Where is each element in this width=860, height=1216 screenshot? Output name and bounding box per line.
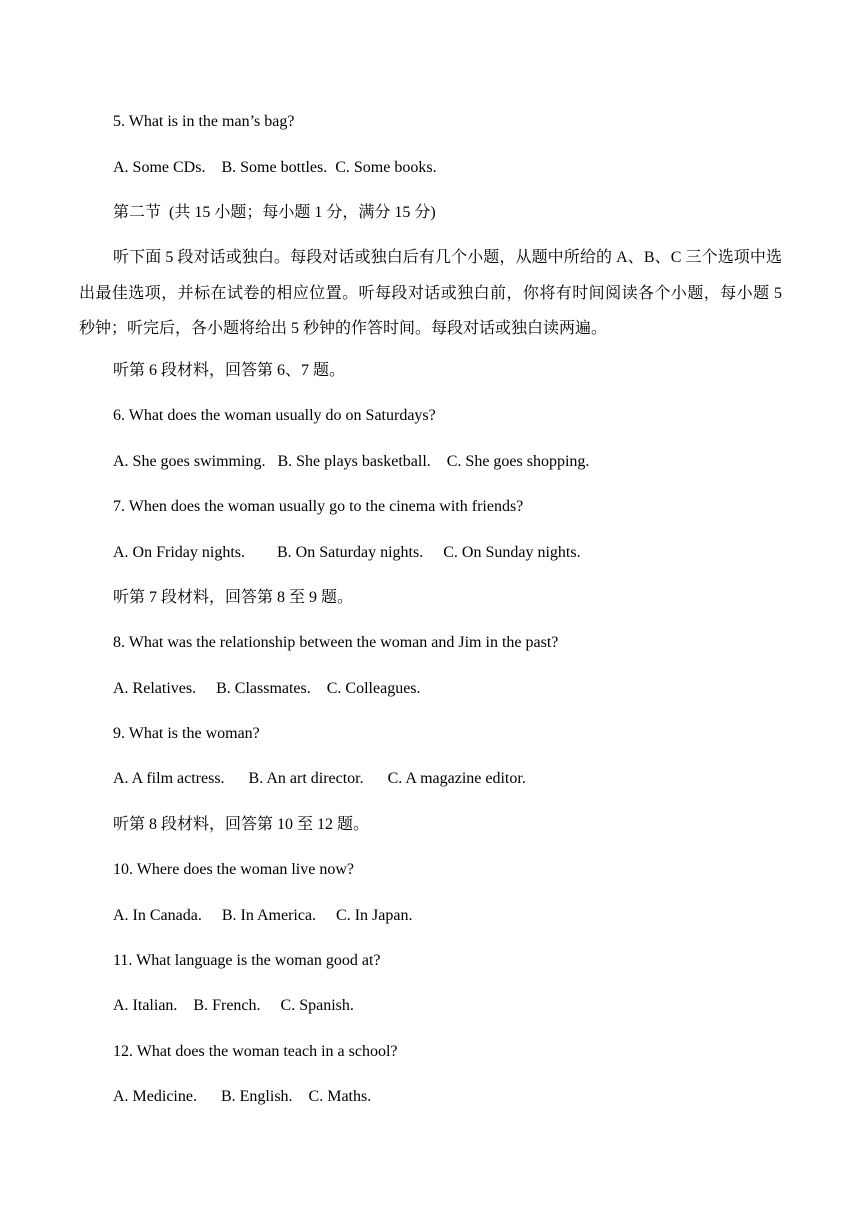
question-5: 5. What is in the man’s bag? [113, 113, 295, 130]
question-7-options: A. On Friday nights. B. On Saturday nights. C. On Sunday nights. [113, 544, 581, 561]
question-10: 10. Where does the woman live now? [113, 861, 354, 878]
question-5-options: A. Some CDs. B. Some bottles. C. Some books. [113, 159, 437, 176]
passage-6-header: 听第 6 段材料，回答第 6、7 题。 [113, 362, 346, 379]
question-10-options: A. In Canada. B. In America. C. In Japan. [113, 907, 413, 924]
question-9: 9. What is the woman? [113, 725, 260, 742]
section-2-title: 第二节 (共 15 小题；每小题 1 分，满分 15 分) [113, 204, 436, 221]
question-8-options: A. Relatives. B. Classmates. C. Colleagues. [113, 680, 421, 697]
question-8: 8. What was the relationship between the woman and Jim in the past? [113, 634, 559, 651]
question-11: 11. What language is the woman good at? [113, 952, 381, 969]
passage-7-header: 听第 7 段材料，回答第 8 至 9 题。 [113, 589, 354, 606]
question-11-options: A. Italian. B. French. C. Spanish. [113, 997, 354, 1014]
question-6: 6. What does the woman usually do on Saturdays? [113, 407, 436, 424]
section-2-instructions: 听下面 5 段对话或独白。每段对话或独白后有几个小题，从题中所给的 A、B、C 三个选项中选出最佳选项，并标在试卷的相应位置。听每段对话或独白前，你将有时间阅读各个小题，每小题 5 秒钟；听完后，各小题将给出 5 秒钟的作答时间。每段对话或独白读两遍。 [79, 249, 782, 337]
question-12-options: A. Medicine. B. English. C. Maths. [113, 1088, 372, 1105]
question-6-options: A. She goes swimming. B. She plays basketball. C. She goes shopping. [113, 453, 590, 470]
question-7: 7. When does the woman usually go to the cinema with friends? [113, 498, 524, 515]
question-9-options: A. A film actress. B. An art director. C. A magazine editor. [113, 770, 526, 787]
passage-8-header: 听第 8 段材料，回答第 10 至 12 题。 [113, 816, 370, 833]
question-12: 12. What does the woman teach in a school? [113, 1043, 398, 1060]
